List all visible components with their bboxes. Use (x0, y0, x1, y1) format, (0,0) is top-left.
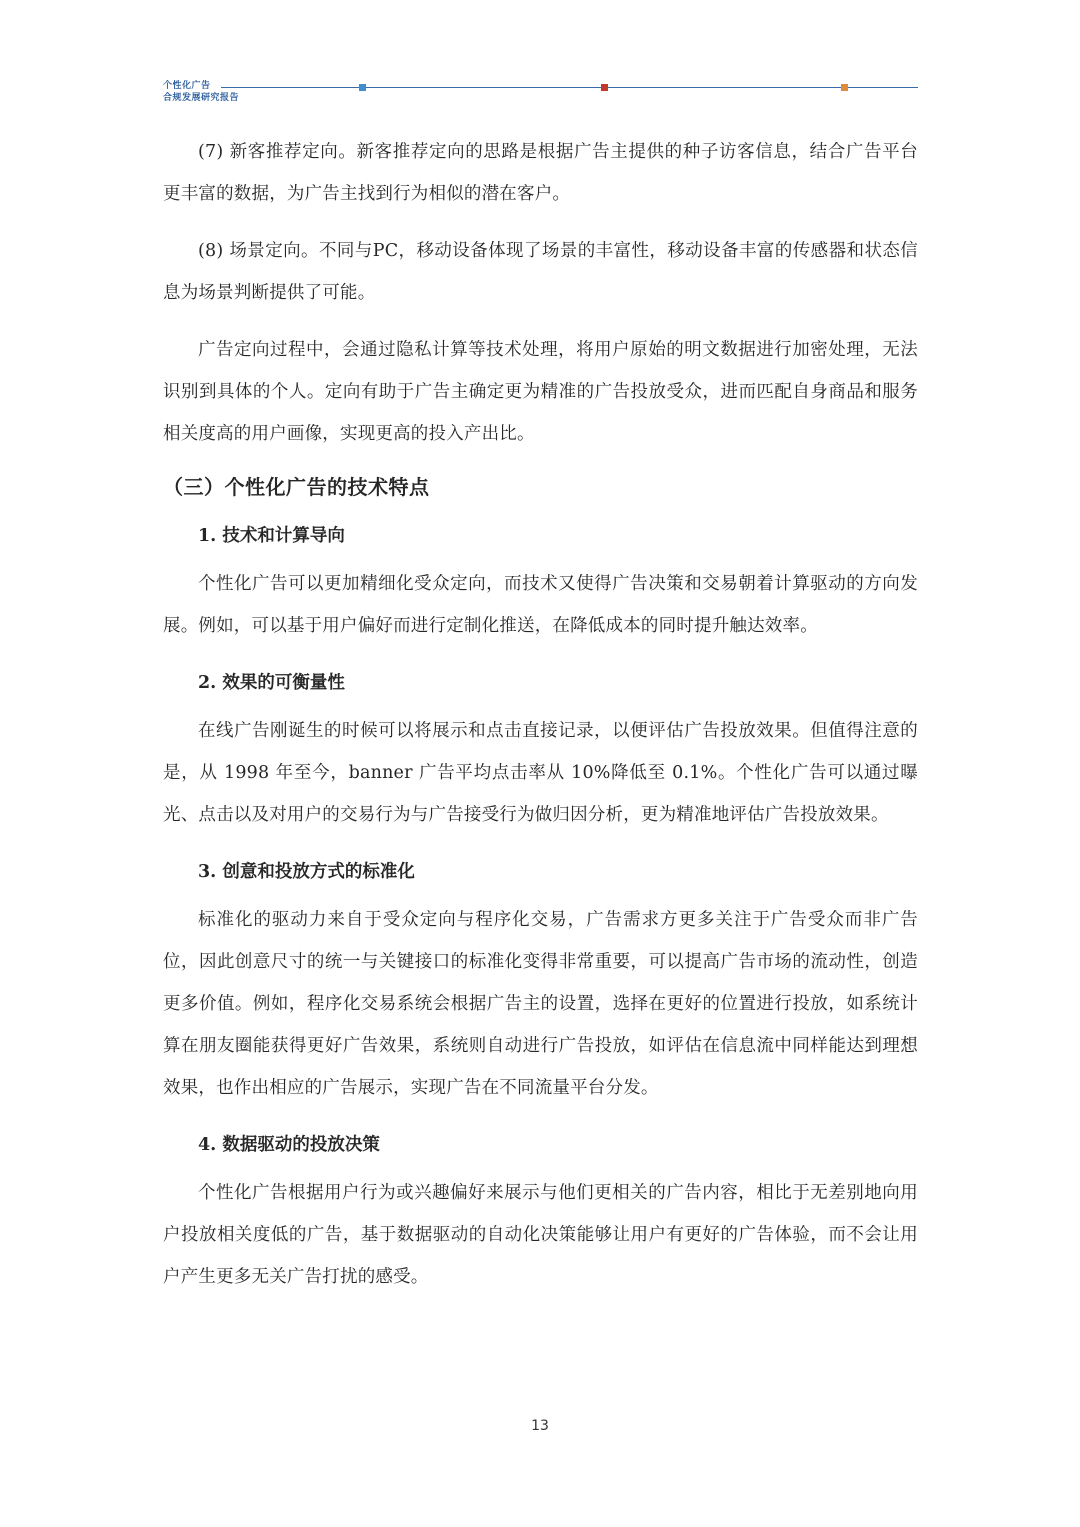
header-rule (221, 87, 918, 88)
header-marker-blue (359, 84, 366, 91)
header-marker-red (601, 84, 608, 91)
page-header (163, 80, 918, 106)
header-title-line1: 个性化广告 (163, 81, 211, 91)
paragraph-data-driven: 个性化广告根据用户行为或兴趣偏好来展示与他们更相关的广告内容，相比于无差别地向用户投放相关度低的广告，基于数据驱动的自动化决策能够让用户有更好的广告体验，而不会让用户产生更多无关广告打扰的感受。 (163, 1183, 918, 1287)
page-number: 13 (531, 1418, 549, 1434)
subhead-data-driven: 4. 数据驱动的投放决策 (198, 1135, 380, 1155)
paragraph-targeting-privacy: 广告定向过程中，会通过隐私计算等技术处理，将用户原始的明文数据进行加密处理，无法识别到具体的个人。定向有助于广告主确定更为精准的广告投放受众，进而匹配自身商品和服务相关度高的用户画像，实现更高的投入产出比。 (163, 340, 918, 444)
page-content (163, 131, 918, 1298)
subhead-standardization: 3. 创意和投放方式的标准化 (198, 862, 415, 882)
paragraph-new-customer-targeting: (7) 新客推荐定向。新客推荐定向的思路是根据广告主提供的种子访客信息，结合广告平台更丰富的数据，为广告主找到行为相似的潜在客户。 (163, 142, 918, 204)
paragraph-scene-targeting: (8) 场景定向。不同与PC，移动设备体现了场景的丰富性，移动设备丰富的传感器和状态信息为场景判断提供了可能。 (163, 241, 918, 303)
paragraph-tech-compute: 个性化广告可以更加精细化受众定向，而技术又使得广告决策和交易朝着计算驱动的方向发展。例如，可以基于用户偏好而进行定制化推送，在降低成本的同时提升触达效率。 (163, 574, 918, 636)
paragraph-measurability: 在线广告刚诞生的时候可以将展示和点击直接记录，以便评估广告投放效果。但值得注意的是，从 1998 年至今，banner 广告平均点击率从 10%降低至 0.1%。个性化广告可以通过曝光、点击以及对用户的交易行为与广告接受行为做归因分析，更为精准地评估广告投放效果。 (163, 721, 918, 825)
paragraph-standardization: 标准化的驱动力来自于受众定向与程序化交易，广告需求方更多关注于广告受众而非广告位，因此创意尺寸的统一与关键接口的标准化变得非常重要，可以提高广告市场的流动性，创造更多价值。例如，程序化交易系统会根据广告主的设置，选择在更好的位置进行投放，如系统计算在朋友圈能获得更好广告效果，系统则自动进行广告投放，如评估在信息流中同样能达到理想效果，也作出相应的广告展示，实现广告在不同流量平台分发。 (163, 910, 918, 1098)
subhead-tech-compute: 1. 技术和计算导向 (198, 526, 345, 546)
header-marker-orange (841, 84, 848, 91)
header-title-line2: 合规发展研究报告 (163, 93, 240, 103)
section-title-tech-features: （三）个性化广告的技术特点 (163, 475, 430, 499)
subhead-measurability: 2. 效果的可衡量性 (198, 673, 345, 693)
